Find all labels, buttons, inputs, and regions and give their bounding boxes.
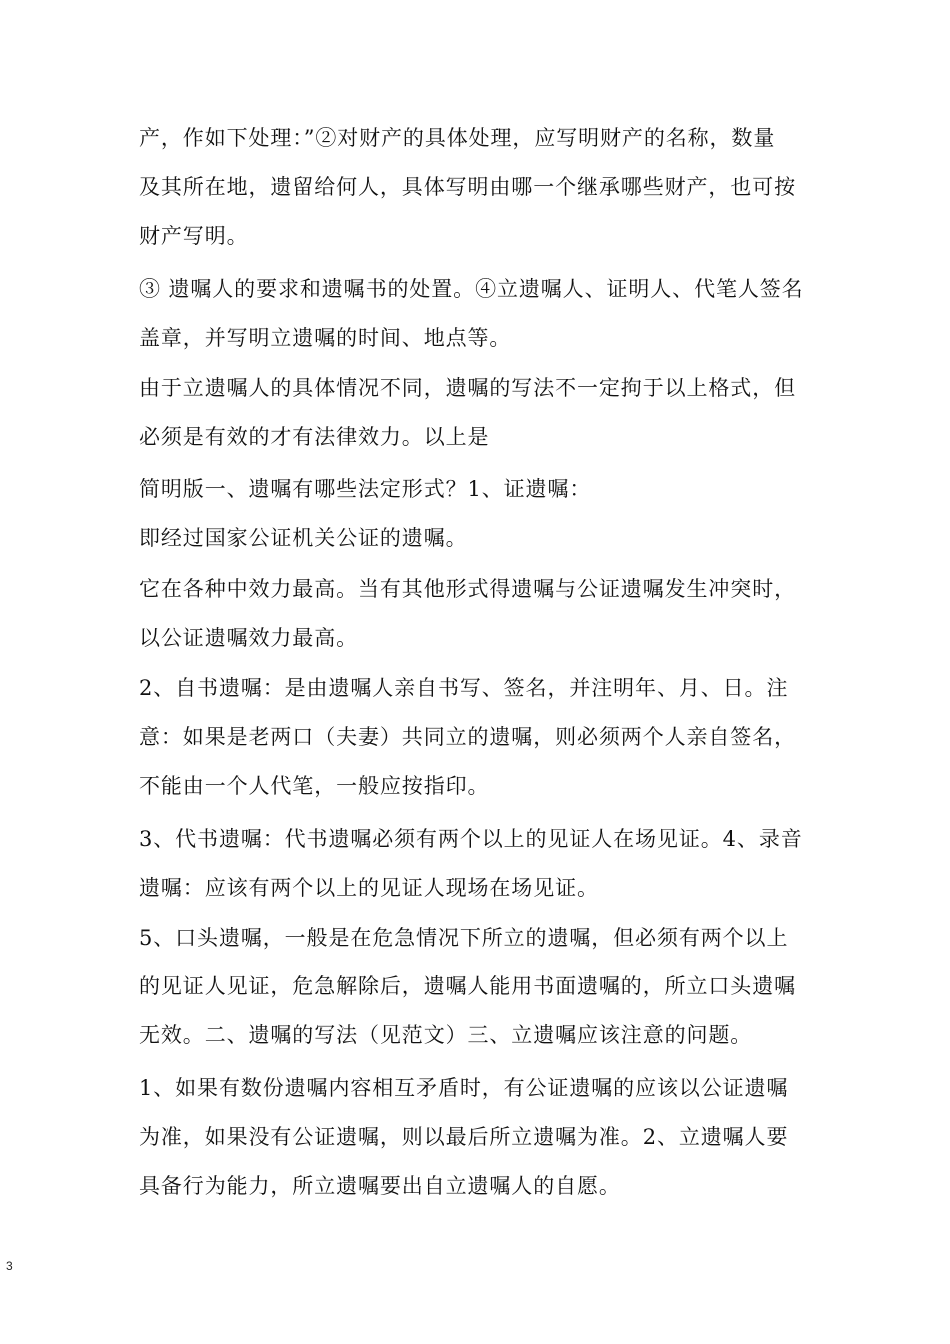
text-line: 无效。二、遗嘱的写法（见范文）三、立遗嘱应该注意的问题。 <box>139 1023 753 1047</box>
text-line: 及其所在地，遗留给何人，具体写明由哪一个继承哪些财产，也可按 <box>139 175 796 199</box>
text-line: 必须是有效的才有法律效力。以上是 <box>139 425 490 449</box>
text-line: 遗嘱：应该有两个以上的见证人现场在场见证。 <box>139 876 599 900</box>
text-line: 的见证人见证，危急解除后，遗嘱人能用书面遗嘱的，所立口头遗嘱 <box>139 974 796 998</box>
text-line: 不能由一个人代笔，一般应按指印。 <box>139 774 490 798</box>
text-line: 具备行为能力，所立遗嘱要出自立遗嘱人的自愿。 <box>139 1174 621 1198</box>
text-line: 5、口头遗嘱，一般是在危急情况下所立的遗嘱，但必须有两个以上 <box>139 926 789 950</box>
text-line: 它在各种中效力最高。当有其他形式得遗嘱与公证遗嘱发生冲突时， <box>139 577 796 601</box>
text-line: 意：如果是老两口（夫妻）共同立的遗嘱，则必须两个人亲自签名， <box>139 725 796 749</box>
text-line: 由于立遗嘱人的具体情况不同，遗嘱的写法不一定拘于以上格式，但 <box>139 376 796 400</box>
text-line: 财产写明。 <box>139 224 249 248</box>
text-line: 为准，如果没有公证遗嘱，则以最后所立遗嘱为准。2、立遗嘱人要 <box>139 1125 789 1149</box>
text-line: 即经过国家公证机关公证的遗嘱。 <box>139 526 468 550</box>
text-line: 简明版一、遗嘱有哪些法定形式？1、证遗嘱： <box>139 477 592 501</box>
text-line: 盖章，并写明立遗嘱的时间、地点等。 <box>139 326 512 350</box>
text-line: ③ 遗嘱人的要求和遗嘱书的处置。④立遗嘱人、证明人、代笔人签名 <box>139 277 804 301</box>
text-line: 2、自书遗嘱：是由遗嘱人亲自书写、签名，并注明年、月、日。注 <box>139 676 789 700</box>
page-number: 3 <box>6 1259 13 1273</box>
text-line: 1、如果有数份遗嘱内容相互矛盾时，有公证遗嘱的应该以公证遗嘱 <box>139 1076 789 1100</box>
text-line: 以公证遗嘱效力最高。 <box>139 626 358 650</box>
text-line: 产，作如下处理：”②对财产的具体处理，应写明财产的名称，数量 <box>139 126 776 150</box>
text-line: 3、代书遗嘱：代书遗嘱必须有两个以上的见证人在场见证。4、录音 <box>139 827 803 851</box>
